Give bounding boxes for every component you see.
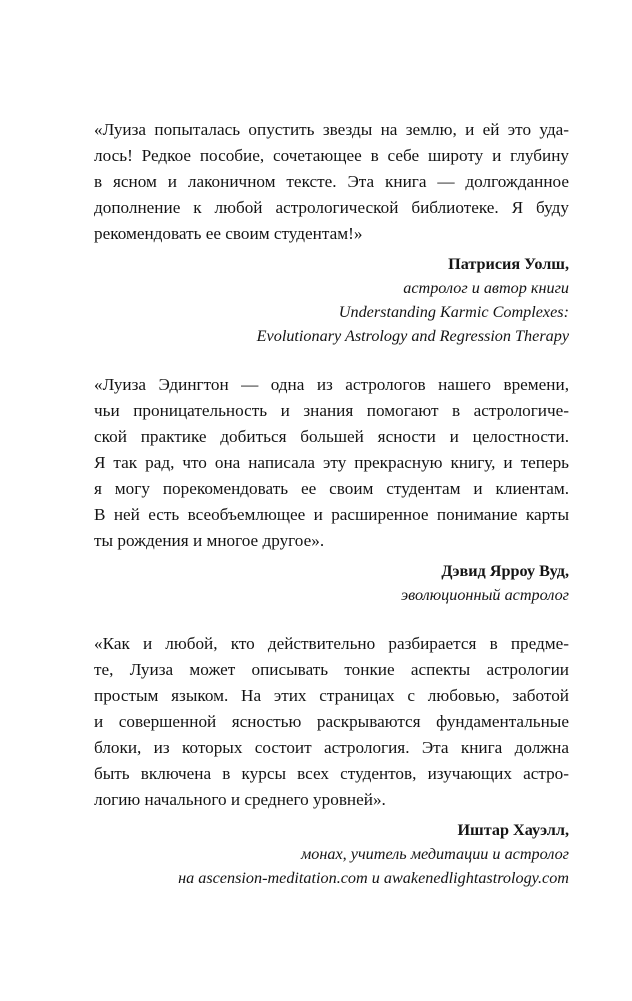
quote-line: логию начального и среднего уровней». bbox=[94, 790, 386, 809]
quote-line: «Луиза Эдингтон — одна из астрологов нашего времени, bbox=[94, 375, 569, 394]
author-name: Дэвид Ярроу Вуд, bbox=[441, 562, 569, 580]
quote-line: в ясном и лаконичном тексте. Эта книга — долгожданное bbox=[94, 172, 569, 191]
testimonial-1 bbox=[94, 117, 569, 348]
quote-line: быть включена в курсы всех студентов, изучающих астро- bbox=[94, 764, 569, 783]
author-detail: астролог и автор книги bbox=[403, 279, 569, 297]
quote-line: блоки, из которых состоит астрология. Эта книга должна bbox=[94, 738, 569, 757]
author-detail: на ascension-meditation.com и awakenedlightastrology.com bbox=[178, 869, 569, 887]
quote-line: рекомендовать ее своим студентам!» bbox=[94, 224, 363, 243]
testimonial-2 bbox=[94, 372, 569, 607]
quote-line: чьи проницательность и знания помогают в астрологиче- bbox=[94, 401, 569, 420]
quote-line: «Луиза попыталась опустить звезды на землю, и ей это уда- bbox=[94, 120, 569, 139]
testimonial-quote bbox=[94, 631, 569, 813]
quote-line: я могу порекомендовать ее своим студентам и клиентам. bbox=[94, 479, 569, 498]
testimonial-3 bbox=[94, 631, 569, 890]
testimonial-attribution bbox=[94, 818, 569, 890]
quote-line: ской практике добиться большей ясности и целостности. bbox=[94, 427, 569, 446]
author-detail: Evolutionary Astrology and Regression Therapy bbox=[256, 327, 569, 345]
testimonial-attribution bbox=[94, 252, 569, 348]
author-name: Иштар Хауэлл, bbox=[457, 821, 569, 839]
quote-line: «Как и любой, кто действительно разбирается в предме- bbox=[94, 634, 569, 653]
quote-line: простым языком. На этих страницах с любовью, заботой bbox=[94, 686, 569, 705]
quote-line: и совершенной ясностью раскрываются фундаментальные bbox=[94, 712, 569, 731]
quote-line: лось! Редкое пособие, сочетающее в себе широту и глубину bbox=[94, 146, 569, 165]
author-name: Патрисия Уолш, bbox=[448, 255, 569, 273]
quote-line: дополнение к любой астрологической библиотеке. Я буду bbox=[94, 198, 569, 217]
author-detail: эволюционный астролог bbox=[401, 586, 569, 604]
quote-line: В ней есть всеобъемлющее и расширенное понимание карты bbox=[94, 505, 569, 524]
quote-line: Я так рад, что она написала эту прекрасную книгу, и теперь bbox=[94, 453, 569, 472]
quote-line: ты рождения и многое другое». bbox=[94, 531, 325, 550]
quote-line: те, Луиза может описывать тонкие аспекты астрологии bbox=[94, 660, 569, 679]
author-detail: Understanding Karmic Complexes: bbox=[338, 303, 569, 321]
testimonial-quote bbox=[94, 372, 569, 554]
testimonial-attribution bbox=[94, 559, 569, 607]
author-detail: монах, учитель медитации и астролог bbox=[300, 845, 569, 863]
testimonial-quote bbox=[94, 117, 569, 247]
